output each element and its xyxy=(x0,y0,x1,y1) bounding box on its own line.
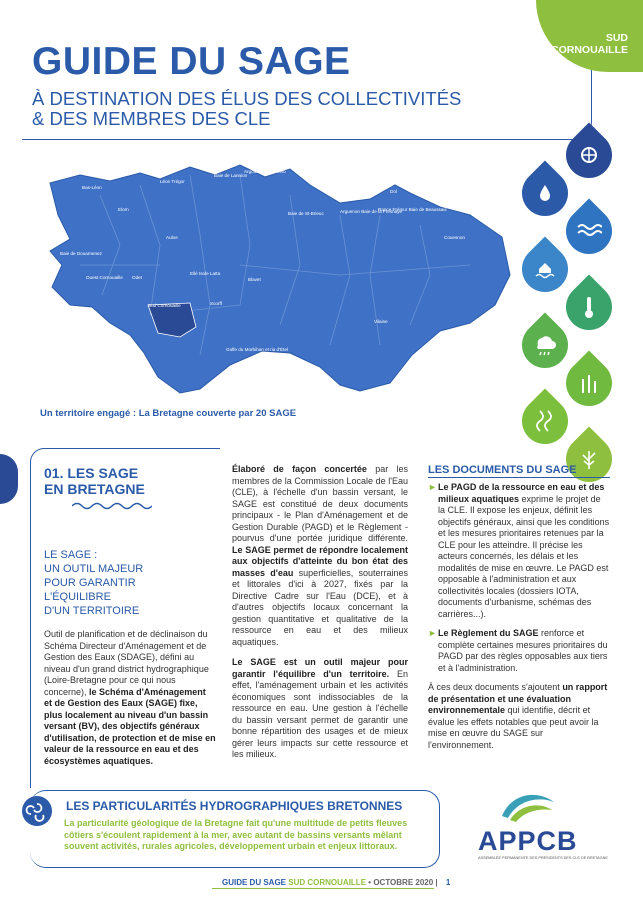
map-caption: Un territoire engagé : La Bretagne couverte par 20 SAGE xyxy=(40,408,297,419)
col2-text: En effet, l'aménagement urbain et les activités économiques sont indissociables de la ressource en eau. Une gestion à l'échelle du bassin versant permet de garantir une bonne répartition des usages et de mieux gérer leurs impacts sur cette ressource et les milieux. xyxy=(232,668,408,759)
footer-guide: GUIDE DU SAGE xyxy=(222,878,287,887)
subtitle-line-1: À DESTINATION DES ÉLUS DES COLLECTIVITÉS xyxy=(32,88,462,109)
footer-divider: | xyxy=(435,878,438,887)
thermometer-icon xyxy=(556,274,621,339)
col3-text: À ces deux documents s'ajoutent xyxy=(428,682,560,692)
map-label: Sélune xyxy=(400,181,415,186)
map-label: Bas-Léon xyxy=(82,185,102,190)
map-label: Baie de St-Brieuc xyxy=(288,211,324,216)
bullet-arrow-icon: ► xyxy=(428,482,437,492)
side-tab xyxy=(0,454,18,504)
section-title xyxy=(44,465,145,497)
river-icon xyxy=(512,388,577,453)
map-label: Dol xyxy=(390,189,397,194)
col2-bold: Le SAGE permet de répondre localement aux objectifs d'atteinte du bon état des masses d'eau xyxy=(232,544,408,578)
map-label: Odet xyxy=(132,275,142,280)
sidehead-line: D'UN TERRITOIRE xyxy=(44,605,140,617)
documents-rule xyxy=(428,477,610,478)
appcb-logo-icon xyxy=(498,786,558,826)
column-2-text xyxy=(232,464,408,770)
sidehead-line: POUR GARANTIR xyxy=(44,577,136,589)
bullet-bold: Le Règlement du SAGE xyxy=(438,628,539,638)
corner-label-line-1: SUD xyxy=(605,32,628,44)
sidehead-line: LE SAGE : xyxy=(44,549,98,561)
sidehead-line: L'ÉQUILIBRE xyxy=(44,591,111,603)
sidehead-line: UN OUTIL MAJEUR xyxy=(44,563,144,575)
footer-date: OCTOBRE 2020 xyxy=(373,878,434,887)
wave-divider-icon xyxy=(72,501,152,511)
col2-bold: Élaboré de façon concertée xyxy=(232,464,367,474)
map-label: Rance Frémur Baie de Beaussais xyxy=(378,207,447,212)
footer-rule xyxy=(212,888,434,889)
documents-heading: LES DOCUMENTS DU SAGE xyxy=(428,464,577,476)
map-label: Scorff xyxy=(210,301,222,306)
map-label: Ellé Isole Laïta xyxy=(190,271,221,276)
map-label: Ouest Cornouaille xyxy=(86,275,123,280)
footer-territory: SUD CORNOUAILLE xyxy=(288,878,367,887)
flood-icon xyxy=(512,236,577,301)
col1-intro: Outil de planification et de déclinaison du Schéma Directeur d'Aménagement et de Gestion des Eaux (SDAGE), défini au niveau d'un grand district hydrographique (Loire-Bretagne pour ce qui nous concerne), xyxy=(44,629,209,697)
col1-bold: le Schéma d'Aménagement et de Gestion des Eaux (SAGE) fixe, plus localement au niveau d'un bassin versant (BV), des objectifs généraux d'utilisation, de protection et de mise en valeur de la ressource en eau et des écosystèmes aquatiques. xyxy=(44,686,216,766)
appcb-name: APPCB xyxy=(478,826,578,856)
map-label: Arguenon Baie de la Fresnaye xyxy=(340,209,403,214)
page-title: GUIDE DU SAGE xyxy=(32,40,351,83)
bullet-bold: Le PAGD de la ressource en eau et des milieux aquatiques xyxy=(438,482,605,504)
footer-separator: • xyxy=(368,878,372,887)
map-label: Baie de Lannion xyxy=(214,173,248,178)
corner-label-line-2: CORNOUAILLE xyxy=(551,44,628,56)
page-number: 1 xyxy=(445,878,451,887)
triskel-icon xyxy=(22,796,52,826)
map-label: Aulne xyxy=(166,235,178,240)
map-label: Sud Cornouaille xyxy=(148,303,181,308)
map-label: Léon Trégor xyxy=(160,179,185,184)
map-label: Argoat Trégor Goëlo xyxy=(244,169,286,174)
map-label: Blavet xyxy=(248,277,261,282)
appcb-subtitle: ASSEMBLÉE PERMANENTE DES PRÉSIDENTS DES CLE DE BRETAGNE xyxy=(478,856,608,860)
map-label: Elorn xyxy=(118,207,129,212)
subtitle-line-2: & DES MEMBRES DES CLE xyxy=(32,108,271,129)
section-title-line-2: EN BRETAGNE xyxy=(44,481,145,497)
col2-text: superficielles, souterraines et littorales d'ici à 2027, fixés par la Directive Cadre sur l'Eau (DCE), et à d'autres objectifs locaux concernant la gestion quantitative et qualitative de la ressource en eau et des milieux aquatiques. xyxy=(232,567,408,647)
drinking-water-icon xyxy=(512,160,577,225)
section-title-line-1: 01. LES SAGE xyxy=(44,465,139,481)
bullet-item xyxy=(428,628,610,674)
bullet-text: exprime le projet de la CLE. Il expose les enjeux, définit les objectifs généraux, ainsi que les conditions et les mesures prioritaires retenues par la CLE pour les atteindre. Il précise les acteurs concernés, les délais et les modalités de mise en œuvre. Le PAGD est opposable à l'administration et aux collectivités locales (dossiers IOTA, documents d'urbanisme, schémas des carrières...). xyxy=(438,493,610,619)
column-3-text xyxy=(428,482,610,759)
col2-bold: Le SAGE est un outil majeur pour garantir l'équilibre d'un territoire. xyxy=(232,657,408,679)
map-label: Couesnon xyxy=(444,235,465,240)
corner-label xyxy=(546,32,642,56)
bullet-text: renforce et complète certaines mesures prioritaires du PAGD par des règles opposables aux tiers et à l'administration. xyxy=(438,628,608,673)
map-label: Golfe du Morbihan et ria d'Étel xyxy=(226,347,288,352)
column-1-text xyxy=(44,629,216,767)
footer xyxy=(222,878,450,887)
col2-text: par les membres de la Commission Locale de l'Eau (CLE), à l'échelle d'un bassin versant, le SAGE est constitué de deux documents principaux - le Plan d'Aménagement et de Gestion Durable (PAGD) et le Règlement - pourvus d'une portée juridique différente. xyxy=(232,464,409,543)
col3-paragraph xyxy=(428,682,610,751)
col3-text: qui identifie, décrit et évalue les effets notables que peut avoir la mise en œuvre du SAGE sur l'environnement. xyxy=(428,705,599,750)
col2-paragraph-1 xyxy=(232,464,408,648)
wetland-icon xyxy=(556,350,621,415)
hydro-text: La particularité géologique de la Bretagne fait qu'une multitude de petits fleuves côtiers s'écoulent rapidement à la mer, avec autant de bassins versants mêlant souvent activités, rurales agricoles, développement urbain et enjeux littoraux. xyxy=(64,818,408,851)
col2-paragraph-2 xyxy=(232,657,408,761)
map-label: Vilaine xyxy=(374,319,388,324)
map-label: Baie de Douarnenez xyxy=(60,251,102,256)
col3-bold: un rapport de présentation et une évaluation environnementale xyxy=(428,682,608,715)
bullet-arrow-icon: ► xyxy=(428,628,437,638)
sidehead xyxy=(44,548,214,618)
bullet-item xyxy=(428,482,610,620)
rain-icon xyxy=(512,312,577,377)
hydro-title: LES PARTICULARITÉS HYDROGRAPHIQUES BRETONNES xyxy=(66,799,403,813)
brittany-map xyxy=(40,155,520,405)
waves-icon xyxy=(556,198,621,263)
